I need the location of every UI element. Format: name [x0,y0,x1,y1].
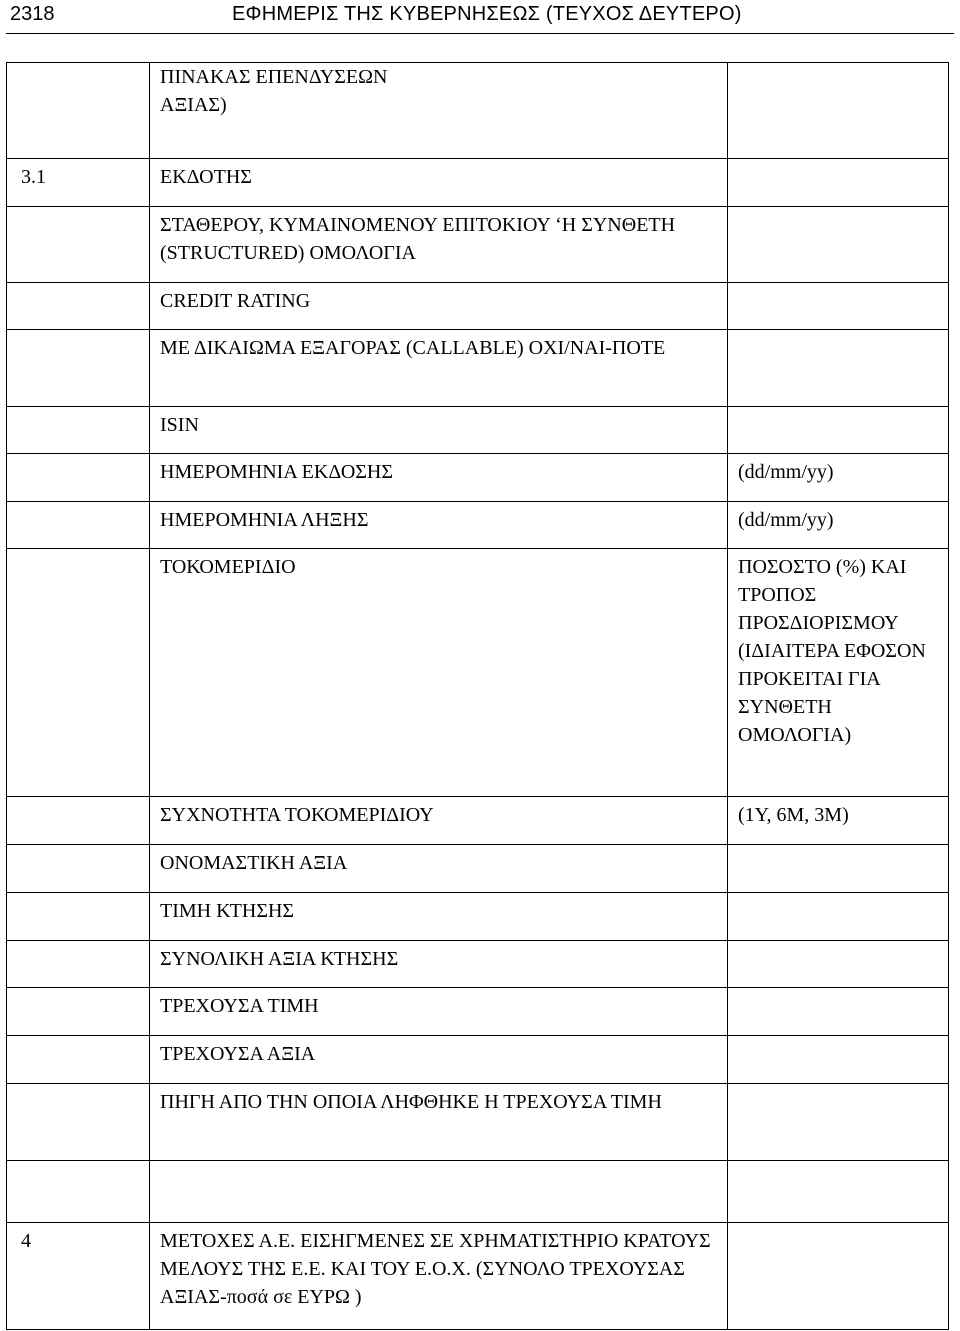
row-value-cell [728,63,949,159]
row-value-cell [728,941,949,988]
table-row [7,1084,949,1161]
row-label-cell: ΜΕΤΟΧΕΣ Α.Ε. ΕΙΣΗΓΜΕΝΕΣ ΣΕ ΧΡΗΜΑΤΙΣΤΗΡΙΟ ΚΡΑΤΟΥΣ ΜΕΛΟΥΣ ΤΗΣ Ε.Ε. ΚΑΙ ΤΟΥ Ε.Ο.Χ. (ΣΥΝΟΛΟ ΤΡΕΧΟΥΣΑΣ ΑΞΙΑΣ-ποσά σε ΕΥΡΩ ) [150,1223,728,1330]
row-value-cell [728,159,949,207]
table-row [7,941,949,988]
investments-table [6,62,949,1330]
table-row [7,893,949,941]
row-label-cell: ΤΙΜΗ ΚΤΗΣΗΣ [150,893,728,941]
row-number-cell [7,1161,150,1223]
row-value-cell [728,1223,949,1330]
row-number-cell [7,1036,150,1084]
row-value-cell: (dd/mm/yy) [728,454,949,502]
row-number-cell: 3.1 [7,159,150,207]
row-number-cell [7,941,150,988]
row-number-cell [7,330,150,407]
row-label-cell: ΠΗΓΗ ΑΠΟ ΤΗΝ ΟΠΟΙΑ ΛΗΦΘΗΚΕ Η ΤΡΕΧΟΥΣΑ ΤΙΜΗ [150,1084,728,1161]
row-number-cell [7,797,150,845]
row-number-cell [7,1084,150,1161]
row-value-cell [728,845,949,893]
table-row [7,407,949,454]
table-row [7,845,949,893]
row-number-cell [7,454,150,502]
row-value-cell [728,893,949,941]
table-row [7,1223,949,1330]
row-value-cell [728,1036,949,1084]
row-number-cell [7,407,150,454]
row-number-cell [7,893,150,941]
row-value-cell [728,330,949,407]
table-row [7,454,949,502]
row-value-cell [728,1161,949,1223]
row-value-cell [728,283,949,330]
row-label-cell: ΜΕ ΔΙΚΑΙΩΜΑ ΕΞΑΓΟΡΑΣ (CALLABLE) ΟΧΙ/ΝΑΙ-ΠΟΤΕ [150,330,728,407]
gazette-title: ΕΦΗΜΕΡΙΣ ΤΗΣ ΚΥΒΕΡΝΗΣΕΩΣ (ΤΕΥΧΟΣ ΔΕΥΤΕΡΟ) [232,3,742,25]
row-number-cell [7,845,150,893]
row-number-cell: 4 [7,1223,150,1330]
row-label-cell: ΤΡΕΧΟΥΣΑ ΑΞΙΑ [150,1036,728,1084]
page-header [0,0,960,36]
row-label-cell: CREDIT RATING [150,283,728,330]
row-label-cell: ΤΡΕΧΟΥΣΑ ΤΙΜΗ [150,988,728,1036]
table-row [7,988,949,1036]
row-label-cell: ΗΜΕΡΟΜΗΝΙΑ ΛΗΞΗΣ [150,502,728,549]
row-number-cell [7,207,150,283]
row-number-cell [7,549,150,797]
row-value-cell [728,407,949,454]
row-value-cell [728,1084,949,1161]
table-row [7,159,949,207]
row-label-cell [150,1161,728,1223]
row-value-cell: ΠΟΣΟΣΤΟ (%) ΚΑΙ ΤΡΟΠΟΣ ΠΡΟΣΔΙΟΡΙΣΜΟΥ (ΙΔΙΑΙΤΕΡΑ ΕΦΟΣΟΝ ΠΡΟΚΕΙΤΑΙ ΓΙΑ ΣΥΝΘΕΤΗ ΟΜΟΛΟΓΙΑ) [728,549,949,797]
row-value-cell: (1Y, 6M, 3M) [728,797,949,845]
row-label-cell: ΤΟΚΟΜΕΡΙΔΙΟ [150,549,728,797]
table-row [7,1036,949,1084]
row-label-cell: ΟΝΟΜΑΣΤΙΚΗ ΑΞΙΑ [150,845,728,893]
row-label-cell: ΣΥΝΟΛΙΚΗ ΑΞΙΑ ΚΤΗΣΗΣ [150,941,728,988]
row-label-cell: ΣΤΑΘΕΡΟΥ, ΚΥΜΑΙΝΟΜΕΝΟΥ ΕΠΙΤΟΚΙΟΥ ‘Η ΣΥΝΘΕΤΗ (STRUCTURED) ΟΜΟΛΟΓΙΑ [150,207,728,283]
table-row [7,549,949,797]
table-row [7,207,949,283]
row-label-cell: ΗΜΕΡΟΜΗΝΙΑ ΕΚΔΟΣΗΣ [150,454,728,502]
row-label-cell: ΠΙΝΑΚΑΣ ΕΠΕΝΔΥΣΕΩΝ ΑΞΙΑΣ) [150,63,728,159]
table-row [7,283,949,330]
row-value-cell [728,207,949,283]
row-number-cell [7,63,150,159]
row-number-cell [7,283,150,330]
table-row [7,330,949,407]
row-number-cell [7,988,150,1036]
page-number: 2318 [10,3,55,25]
table-row [7,1161,949,1223]
table-row [7,797,949,845]
row-number-cell [7,502,150,549]
row-label-cell: ISIN [150,407,728,454]
table-row [7,63,949,159]
row-label-cell: ΕΚΔΟΤΗΣ [150,159,728,207]
row-value-cell [728,988,949,1036]
row-label-cell: ΣΥΧΝΟΤΗΤΑ ΤΟΚΟΜΕΡΙΔΙΟΥ [150,797,728,845]
table-row [7,502,949,549]
row-value-cell: (dd/mm/yy) [728,502,949,549]
header-rule [6,33,954,34]
